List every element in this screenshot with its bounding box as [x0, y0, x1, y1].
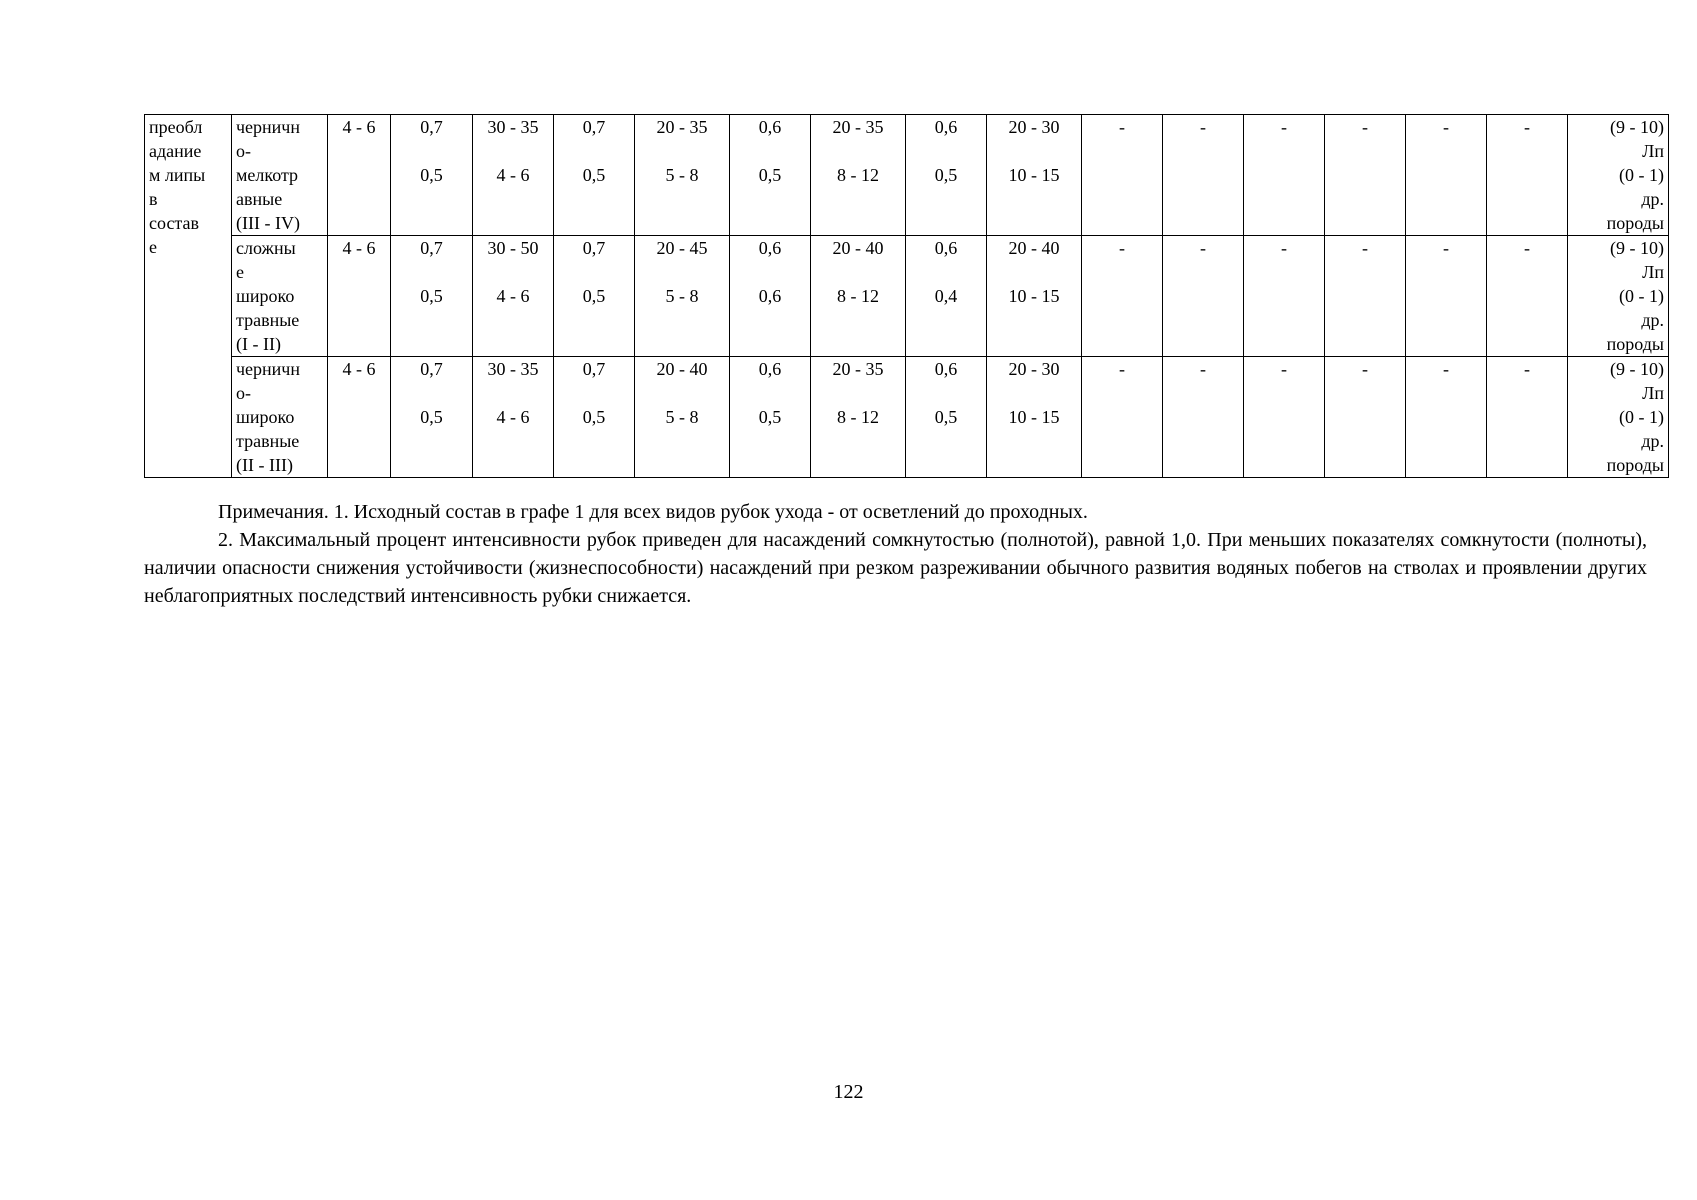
composition-cell-line: Лп [1642, 383, 1664, 403]
value-cell [730, 115, 811, 236]
group-label-cell-line: м липы [149, 165, 206, 185]
value-cell-line: 20 - 35 [656, 117, 708, 137]
value-cell [554, 357, 635, 478]
dash-cell-line: - [1524, 117, 1530, 137]
value-cell-line [734, 260, 806, 284]
composition-cell-line: др. [1641, 189, 1664, 209]
value-cell-line: 4 - 6 [496, 407, 530, 427]
dash-cell [1163, 357, 1244, 478]
value-cell-line: 20 - 35 [832, 117, 884, 137]
dash-cell-line: - [1119, 117, 1125, 137]
group-label-cell-line: в [149, 189, 158, 209]
composition-cell-line: (9 - 10) [1610, 359, 1664, 379]
value-cell-line: 0,6 [758, 238, 782, 258]
value-cell-line [558, 260, 630, 284]
composition-cell-line: (9 - 10) [1610, 117, 1664, 137]
value-cell-line: 30 - 35 [487, 359, 539, 379]
dash-cell-line: - [1200, 359, 1206, 379]
value-cell-line: 0,7 [420, 117, 443, 137]
value-cell-line: 0,6 [934, 238, 958, 258]
dash-cell-line: - [1119, 238, 1125, 258]
value-cell-line [639, 260, 725, 284]
value-cell-line: 8 - 12 [837, 407, 879, 427]
value-cell-line: 0,4 [934, 286, 958, 306]
dash-cell-line: - [1524, 359, 1530, 379]
dash-cell [1325, 236, 1406, 357]
value-cell-line: 0,5 [934, 165, 958, 185]
dash-cell-line: - [1524, 238, 1530, 258]
value-cell-line: 20 - 30 [1008, 117, 1060, 137]
value-cell [811, 115, 906, 236]
table-row [145, 236, 1669, 357]
value-cell-line [815, 381, 901, 405]
group-label-cell-line: е [149, 237, 157, 257]
forest-type-cell [232, 115, 328, 236]
value-cell-line: 10 - 15 [1008, 407, 1060, 427]
dash-cell-line: - [1281, 238, 1287, 258]
value-cell [987, 357, 1082, 478]
age-cell-line: 4 - 6 [342, 238, 376, 258]
forest-type-cell-line: травные [236, 431, 300, 451]
age-cell [328, 236, 391, 357]
value-cell-line: 5 - 8 [665, 165, 699, 185]
value-cell-line: 0,5 [420, 165, 443, 185]
dash-cell [1163, 236, 1244, 357]
value-cell-line [558, 139, 630, 163]
value-cell-line: 20 - 35 [832, 359, 884, 379]
value-cell-line [815, 260, 901, 284]
value-cell-line [910, 139, 982, 163]
forest-type-cell [232, 357, 328, 478]
value-cell-line: 0,6 [934, 359, 958, 379]
value-cell-line: 0,7 [582, 117, 606, 137]
value-cell [635, 115, 730, 236]
dash-cell [1487, 357, 1568, 478]
note-1: Примечания. 1. Исходный состав в графе 1 для всех видов рубок ухода - от осветлений до проходных. [218, 501, 1088, 523]
forest-type-cell-line: е [236, 262, 244, 282]
dash-cell-line: - [1362, 359, 1368, 379]
value-cell [473, 236, 554, 357]
value-cell-line: 30 - 50 [487, 238, 539, 258]
value-cell-line: 0,7 [420, 359, 443, 379]
value-cell [473, 115, 554, 236]
dash-cell-line: - [1362, 238, 1368, 258]
dash-cell-line: - [1119, 359, 1125, 379]
dash-cell [1406, 236, 1487, 357]
forest-type-cell-line: о- [236, 141, 251, 161]
dash-cell [1244, 236, 1325, 357]
value-cell-line [991, 381, 1077, 405]
forest-type-cell-line: черничн [236, 117, 300, 137]
value-cell [730, 236, 811, 357]
value-cell [391, 115, 473, 236]
dash-cell-line: - [1200, 117, 1206, 137]
group-label-cell [145, 115, 232, 478]
value-cell-line: 0,5 [758, 407, 782, 427]
value-cell-line [558, 381, 630, 405]
composition-cell-line: (0 - 1) [1619, 407, 1664, 427]
forest-type-cell-line: широко [236, 407, 295, 427]
forest-type-cell-line: (II - III) [236, 455, 293, 475]
composition-cell [1568, 236, 1669, 357]
forest-type-cell-line: о- [236, 383, 251, 403]
value-cell [987, 115, 1082, 236]
value-cell-line: 0,5 [582, 407, 606, 427]
dash-cell [1325, 357, 1406, 478]
value-cell-line: 0,6 [758, 359, 782, 379]
forest-care-table [144, 114, 1669, 478]
composition-cell-line: др. [1641, 310, 1664, 330]
table-row [145, 115, 1669, 236]
value-cell-line: 0,5 [420, 407, 443, 427]
age-cell-line: 4 - 6 [342, 117, 376, 137]
group-label-cell-line: состав [149, 213, 200, 233]
composition-cell [1568, 115, 1669, 236]
value-cell-line: 10 - 15 [1008, 286, 1060, 306]
value-cell-line: 20 - 30 [1008, 359, 1060, 379]
value-cell-line: 8 - 12 [837, 286, 879, 306]
page-number: 122 [833, 1081, 864, 1103]
value-cell-line: 0,6 [758, 117, 782, 137]
forest-type-cell-line: (III - IV) [236, 213, 300, 233]
dash-cell [1325, 115, 1406, 236]
value-cell-line: 30 - 35 [487, 117, 539, 137]
value-cell-line: 20 - 45 [656, 238, 708, 258]
dash-cell [1406, 357, 1487, 478]
dash-cell [1487, 236, 1568, 357]
composition-cell-line: (0 - 1) [1619, 286, 1664, 306]
forest-type-cell-line: черничн [236, 359, 300, 379]
age-cell [328, 357, 391, 478]
value-cell-line: 10 - 15 [1008, 165, 1060, 185]
value-cell [635, 236, 730, 357]
composition-cell-line: породы [1606, 334, 1664, 354]
group-label-cell-line: преобл [149, 117, 203, 137]
value-cell-line: 0,5 [582, 165, 606, 185]
dash-cell [1163, 115, 1244, 236]
forest-type-cell-line: авные [236, 189, 283, 209]
value-cell-line [477, 381, 549, 405]
dash-cell [1082, 115, 1163, 236]
value-cell-line: 0,5 [582, 286, 606, 306]
value-cell [635, 357, 730, 478]
value-cell-line [395, 381, 468, 405]
value-cell-line [395, 260, 468, 284]
value-cell-line: 0,6 [934, 117, 958, 137]
dash-cell [1244, 115, 1325, 236]
value-cell [391, 357, 473, 478]
composition-cell-line: Лп [1642, 262, 1664, 282]
value-cell-line: 8 - 12 [837, 165, 879, 185]
value-cell [554, 115, 635, 236]
value-cell-line [991, 139, 1077, 163]
dash-cell [1244, 357, 1325, 478]
dash-cell-line: - [1443, 238, 1449, 258]
value-cell-line [734, 381, 806, 405]
dash-cell [1487, 115, 1568, 236]
value-cell-line: 0,5 [420, 286, 443, 306]
age-cell [328, 115, 391, 236]
value-cell [811, 357, 906, 478]
dash-cell-line: - [1281, 117, 1287, 137]
value-cell-line: 4 - 6 [496, 165, 530, 185]
value-cell-line: 0,7 [582, 238, 606, 258]
forest-type-cell [232, 236, 328, 357]
table-notes [144, 498, 1647, 610]
value-cell-line: 4 - 6 [496, 286, 530, 306]
composition-cell-line: Лп [1642, 141, 1664, 161]
group-label-cell-line: адание [149, 141, 202, 161]
value-cell-line: 20 - 40 [832, 238, 884, 258]
composition-cell-line: породы [1606, 213, 1664, 233]
composition-cell-line: др. [1641, 431, 1664, 451]
age-cell-line: 4 - 6 [342, 359, 376, 379]
value-cell-line [639, 139, 725, 163]
value-cell-line: 0,7 [582, 359, 606, 379]
value-cell-line [477, 260, 549, 284]
dash-cell-line: - [1443, 359, 1449, 379]
value-cell-line: 5 - 8 [665, 407, 699, 427]
value-cell-line [910, 260, 982, 284]
forest-type-cell-line: (I - II) [236, 334, 281, 354]
value-cell-line [991, 260, 1077, 284]
value-cell-line: 0,6 [758, 286, 782, 306]
forest-type-cell-line: сложны [236, 238, 296, 258]
value-cell-line: 0,5 [934, 407, 958, 427]
note-2: 2. Максимальный процент интенсивности рубок приведен для насаждений сомкнутостью (полнотой), равной 1,0. При меньших показателях сомкнутости (полноты), наличии опасности снижения устойчивости (жизнеспособности) насаждений при резком разреживании обычного развития водяных побегов на стволах и проявлении других неблагоприятных последствий интенсивность рубки снижается. [144, 529, 1647, 607]
value-cell-line [734, 139, 806, 163]
value-cell-line [395, 139, 468, 163]
value-cell [906, 115, 987, 236]
dash-cell [1082, 236, 1163, 357]
table-row [145, 357, 1669, 478]
dash-cell-line: - [1362, 117, 1368, 137]
value-cell [906, 357, 987, 478]
value-cell [811, 236, 906, 357]
value-cell [987, 236, 1082, 357]
composition-cell-line: породы [1606, 455, 1664, 475]
value-cell-line: 5 - 8 [665, 286, 699, 306]
value-cell [473, 357, 554, 478]
value-cell-line: 0,7 [420, 238, 443, 258]
value-cell [906, 236, 987, 357]
value-cell [730, 357, 811, 478]
value-cell [391, 236, 473, 357]
value-cell-line [639, 381, 725, 405]
dash-cell-line: - [1281, 359, 1287, 379]
forest-type-cell-line: широко [236, 286, 295, 306]
forest-type-cell-line: травные [236, 310, 300, 330]
dash-cell [1406, 115, 1487, 236]
value-cell-line: 0,5 [758, 165, 782, 185]
value-cell-line: 20 - 40 [1008, 238, 1060, 258]
value-cell-line [815, 139, 901, 163]
dash-cell-line: - [1200, 238, 1206, 258]
composition-cell-line: (9 - 10) [1610, 238, 1664, 258]
forest-type-cell-line: мелкотр [236, 165, 299, 185]
dash-cell-line: - [1443, 117, 1449, 137]
value-cell [554, 236, 635, 357]
value-cell-line: 20 - 40 [656, 359, 708, 379]
dash-cell [1082, 357, 1163, 478]
composition-cell-line: (0 - 1) [1619, 165, 1664, 185]
value-cell-line [477, 139, 549, 163]
composition-cell [1568, 357, 1669, 478]
value-cell-line [910, 381, 982, 405]
